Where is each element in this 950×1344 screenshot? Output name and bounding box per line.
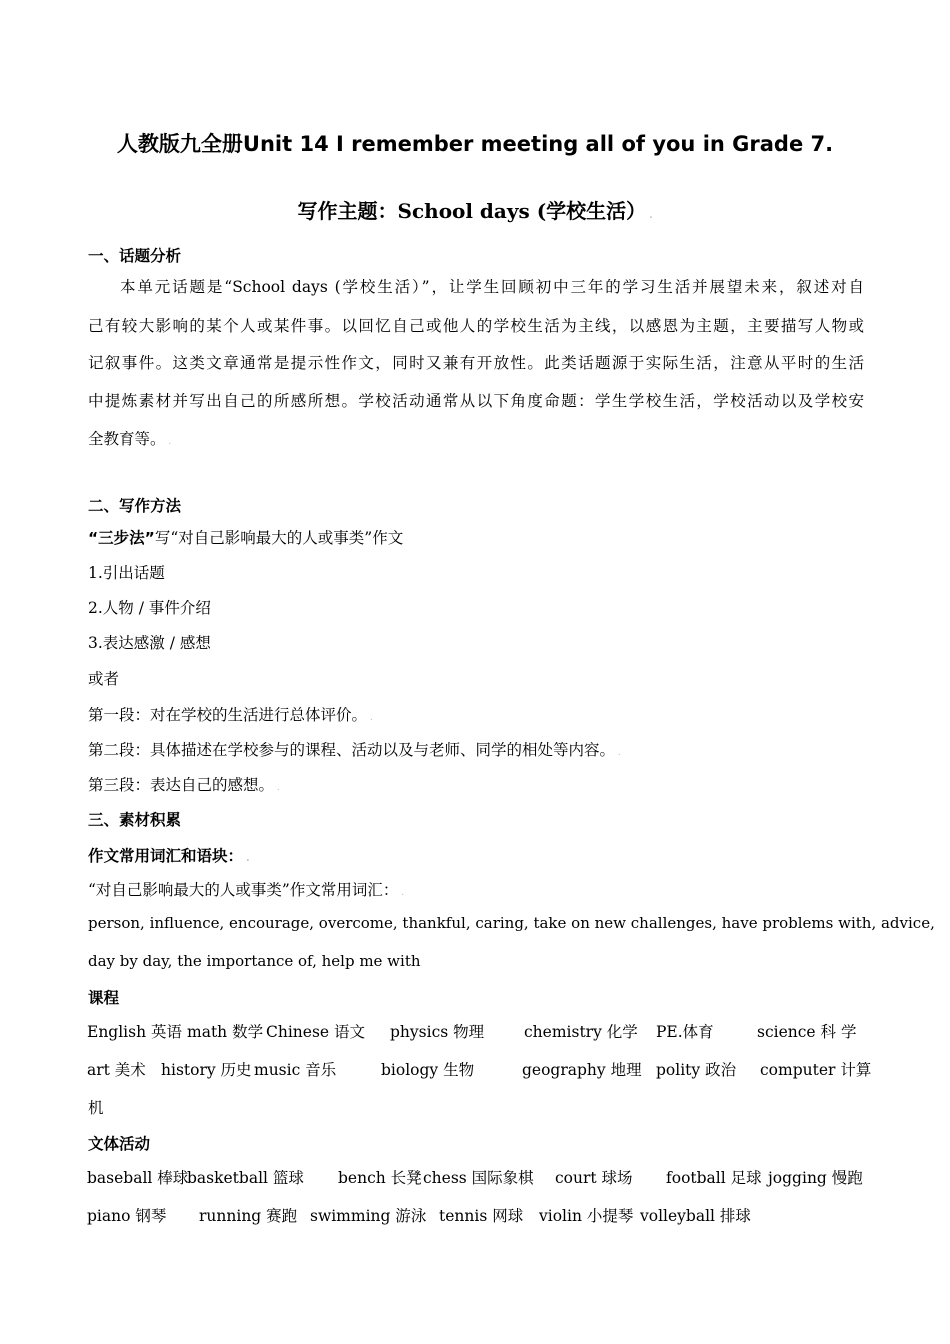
course-item: history 历史 xyxy=(161,1061,252,1079)
course-item: PE.体育 xyxy=(656,1023,714,1041)
activity-item: piano 钢琴 xyxy=(87,1207,167,1225)
activity-item: basketball 篮球 xyxy=(187,1169,304,1187)
course-item: physics 物理 xyxy=(390,1023,485,1041)
section1-heading: 一、话题分析 xyxy=(88,247,182,265)
section1-paragraph-line: 记叙事件。这类文章通常是提示性作文，同时又兼有开放性。此类话题源于实际生活，注意从平时的生活 xyxy=(88,354,864,372)
activity-item: jogging 慢跑 xyxy=(768,1169,863,1187)
document-subtitle: 写作主题：School days (学校生活） . xyxy=(297,199,653,223)
activity-item: volleyball 排球 xyxy=(640,1207,751,1225)
section1-paragraph-line: 本单元话题是“School days (学校生活）”，让学生回顾初中三年的学习生活并展望未来，叙述对自 xyxy=(120,278,864,296)
document-title: 人教版九全册Unit 14 I remember meeting all of you in Grade 7. xyxy=(116,132,834,156)
paragraph-guide: 第二段：具体描述在学校参与的课程、活动以及与老师、同学的相处等内容。 . xyxy=(88,741,621,759)
step-item: 2.人物 / 事件介绍 xyxy=(88,599,211,617)
course-item: biology 生物 xyxy=(381,1061,475,1079)
section1-paragraph-line: 己有较大影响的某个人或某件事。以回忆自己或他人的学校生活为主线，以感恩为主题，主要描写人物或 xyxy=(88,317,864,335)
activity-item: swimming 游泳 xyxy=(310,1207,427,1225)
course-item: computer 计算 xyxy=(760,1061,872,1079)
activity-item: violin 小提琴 xyxy=(539,1207,634,1225)
course-item: math 数学 xyxy=(187,1023,264,1041)
vocab-line: day by day, the importance of, help me with xyxy=(88,952,421,970)
writing-method-line: “三步法”写“对自己影响最大的人或事类”作文 xyxy=(88,529,404,547)
course-item: Chinese 语文 xyxy=(266,1023,366,1041)
or-text: 或者 xyxy=(88,670,120,688)
vocab-intro: “对自己影响最大的人或事类”作文常用词汇： . xyxy=(88,881,405,899)
activity-item: baseball 棒球 xyxy=(87,1169,189,1187)
activity-item: tennis 网球 xyxy=(439,1207,524,1225)
course-item: music 音乐 xyxy=(254,1061,337,1079)
course-item: polity 政治 xyxy=(656,1061,737,1079)
course-item: chemistry 化学 xyxy=(524,1023,638,1041)
section1-paragraph-line: 中提炼素材并写出自己的所感所想。学校活动通常从以下角度命题：学生学校生活，学校活动以及学校安 xyxy=(88,392,864,410)
course-wrap: 机 xyxy=(88,1099,104,1117)
step-item: 3.表达感激 / 感想 xyxy=(88,634,211,652)
section2-heading: 二、写作方法 xyxy=(88,497,182,515)
activity-item: football 足球 xyxy=(666,1169,762,1187)
course-item: geography 地理 xyxy=(522,1061,642,1079)
activity-item: chess 国际象棋 xyxy=(423,1169,534,1187)
course-item: science 科 学 xyxy=(757,1023,857,1041)
paragraph-guide: 第一段：对在学校的生活进行总体评价。 . xyxy=(88,706,373,724)
activity-item: court 球场 xyxy=(555,1169,633,1187)
vocab-line: person, influence, encourage, overcome, thankful, caring, take on new challenges, have problems with, advice, xyxy=(88,914,935,932)
activities-heading: 文体活动 xyxy=(88,1135,151,1153)
paragraph-guide: 第三段：表达自己的感想。 . xyxy=(88,776,280,794)
section3-heading: 三、素材积累 xyxy=(88,811,182,829)
vocab-subheading: 作文常用词汇和语块： . xyxy=(88,847,250,865)
course-item: art 美术 xyxy=(87,1061,146,1079)
section1-paragraph-line: 全教育等。 . xyxy=(88,430,172,448)
activity-item: bench 长凳 xyxy=(338,1169,422,1187)
courses-heading: 课程 xyxy=(88,989,120,1007)
step-item: 1.引出话题 xyxy=(88,564,165,582)
activity-item: running 赛跑 xyxy=(199,1207,298,1225)
course-item: English 英语 xyxy=(87,1023,182,1041)
